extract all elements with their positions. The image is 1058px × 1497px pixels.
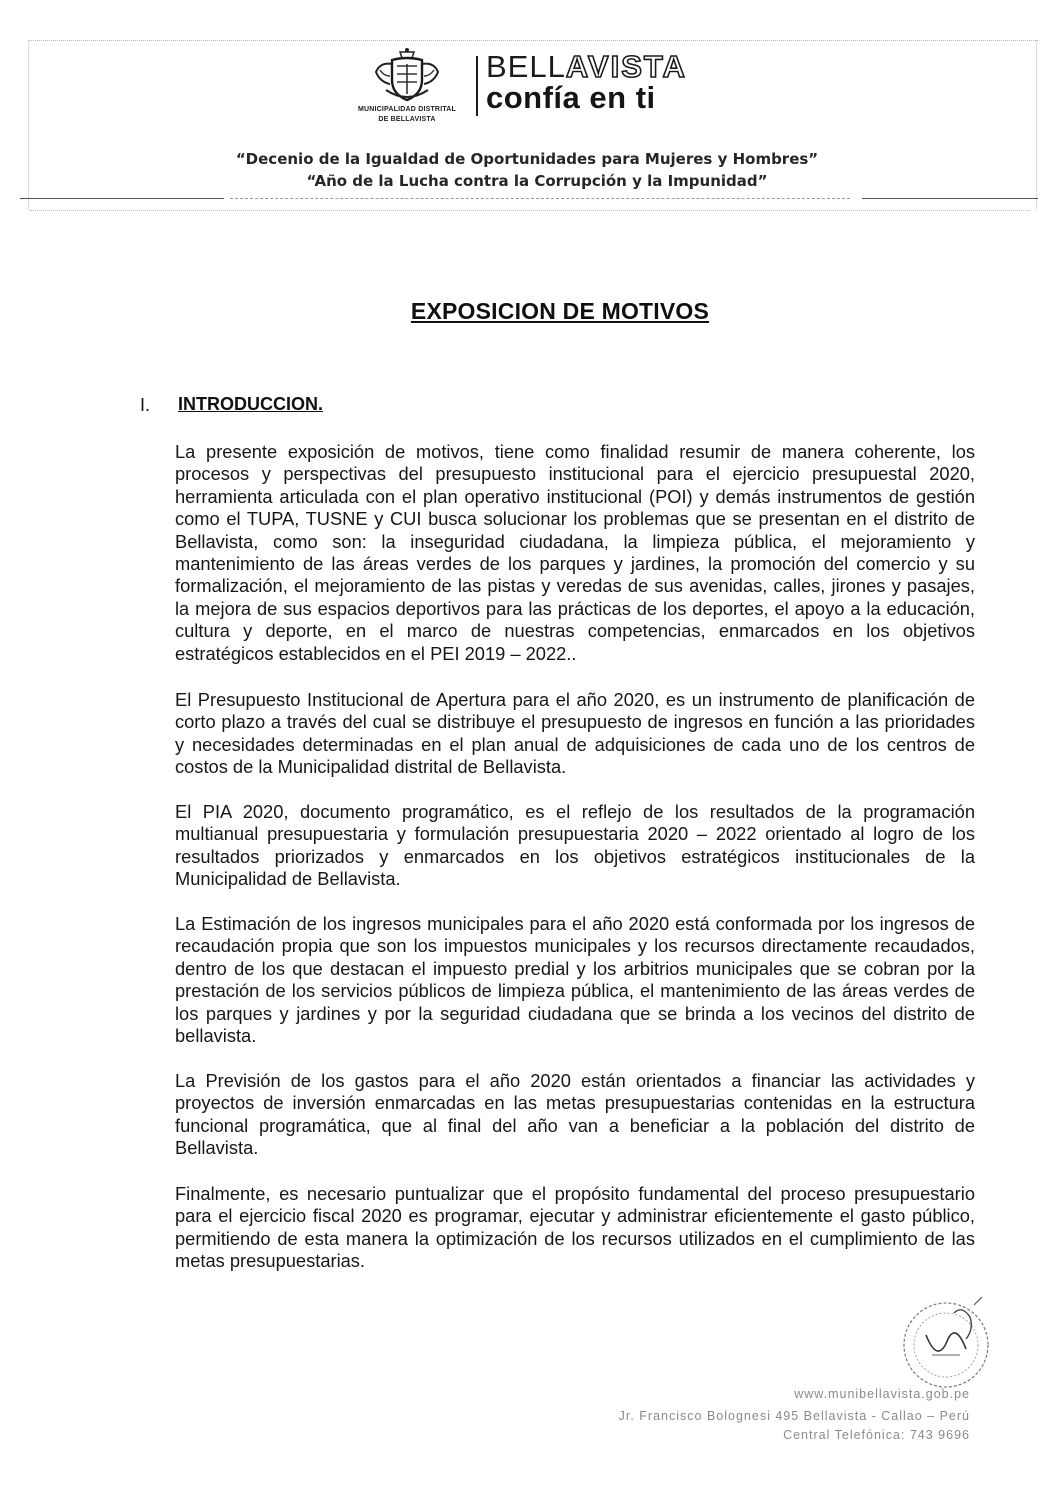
header-rule-right <box>862 198 1038 199</box>
header-rule-left <box>20 198 224 199</box>
seal-caption-line2: DE BELLAVISTA <box>378 116 436 123</box>
scan-noise-rule <box>30 210 1030 211</box>
motto-line-2: “Año de la Lucha contra la Corrupción y la Impunidad” <box>306 172 768 190</box>
paragraph-intro: La presente exposición de motivos, tiene como finalidad resumir de manera coherente, los procesos y perspectivas del presupuesto institucional para el ejercicio presupuestal 2020, herramienta articulada con el plan operativo institucional (POI) y demás instrumentos de gestión como el TUPA, TUSNE y CUI busca solucionar los problemas que se presentan en el distrito de Bellavista, como son: la inseguridad ciudadana, la limpieza pública, el mejoramiento y mantenimiento de las áreas verdes de los parques y jardines, la promoción del comercio y su formalización, el mejoramiento de las pistas y veredas de sus avenidas, calles, jirones y pasajes, la mejora de sus espacios deportivos para las prácticas de los deportes, el apoyo a la educación, cultura y deporte, en el marco de nuestras competencias, enmarcados en los objetivos estratégicos establecidos en el PEI 2019 – 2022.. <box>175 441 975 664</box>
motto-line-1: “Decenio de la Igualdad de Oportunidades para Mujeres y Hombres” <box>235 150 819 168</box>
paragraph-gastos: La Previsión de los gastos para el año 2020 están orientados a financiar las actividades y proyectos de inversión enmarcadas en las metas presupuestarias contenidas en la estructura funcional programática, que al final del año van a beneficiar a la población del distrito de Bellavista. <box>175 1070 975 1159</box>
section-number: I. <box>140 395 151 415</box>
coat-of-arms-icon <box>372 46 442 104</box>
footer-address: Jr. Francisco Bolognesi 495 Bellavista - Callao – Perú <box>618 1409 970 1423</box>
paragraph-pia-definition: El Presupuesto Institucional de Apertura para el año 2020, es un instrumento de planificación de corto plazo a través del cual se distribuye el presupuesto de ingresos en función a las prioridades y necesidades determinadas en el plan anual de adquisiciones de cada uno de los centros de costos de la Municipalidad distrital de Bellavista. <box>175 689 975 778</box>
brand-tagline: confía en ti <box>486 80 656 115</box>
municipal-seal <box>346 46 468 124</box>
stamp-seal-icon <box>896 1295 1000 1391</box>
official-stamp <box>896 1295 1000 1396</box>
header-rule-middle <box>230 198 850 199</box>
section-title: INTRODUCCION. <box>178 394 323 414</box>
brand-emphasis: AVISTA <box>565 49 687 84</box>
seal-caption-line1: MUNICIPALIDAD DISTRITAL <box>357 106 457 113</box>
scan-noise-top <box>28 40 1038 41</box>
footer-phone: Central Telefónica: 743 9696 <box>783 1428 970 1442</box>
logo-divider <box>476 56 478 116</box>
paragraph-ingresos: La Estimación de los ingresos municipales para el año 2020 está conformada por los ingresos de recaudación propia que son los impuestos municipales y los recursos directamente recaudados, dentro de los que destacan el impuesto predial y los arbitrios municipales que se cobran por la prestación de los servicios públicos de limpieza pública, el mantenimiento de las áreas verdes de los parques y jardines y por la seguridad ciudadana que se brinda a los vecinos del distrito de bellavista. <box>175 913 975 1047</box>
brand-wordmark <box>486 50 687 113</box>
paragraph-pia-2020: El PIA 2020, documento programático, es el reflejo de los resultados de la programación multianual presupuestaria y formulación presupuestaria 2020 – 2022 orientado al logro de los resultados priorizados y enmarcados en los objetivos estratégicos institucionales de la Municipalidad de Bellavista. <box>175 801 975 890</box>
letterhead-logo <box>346 46 687 124</box>
paragraph-conclusion: Finalmente, es necesario puntualizar que el propósito fundamental del proceso presupuestario para el ejercicio fiscal 2020 es programar, ejecutar y administrar eficientemente el gasto público, permitiendo de esta manera la optimización de los recursos utilizados en el cumplimiento de las metas presupuestarias. <box>175 1183 975 1272</box>
footer-website: www.munibellavista.gob.pe <box>794 1387 970 1401</box>
document-title: EXPOSICION DE MOTIVOS <box>410 298 710 324</box>
brand-prefix: BELL <box>486 49 566 84</box>
